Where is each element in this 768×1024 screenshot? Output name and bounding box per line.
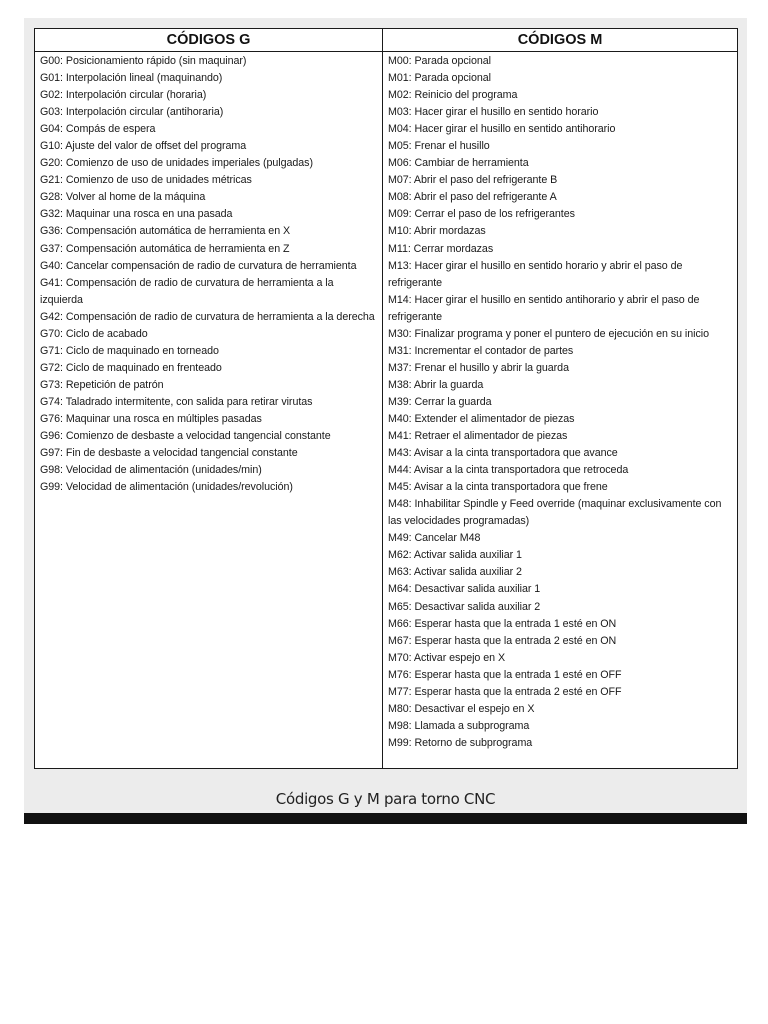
m-code-entry: M07: Abrir el paso del refrigerante B: [388, 174, 558, 187]
header-g-codes: CÓDIGOS G: [35, 29, 383, 52]
g-code-entry: G00: Posicionamiento rápido (sin maquinar): [40, 55, 247, 67]
g-code-entry: G42: Compensación de radio de curvatura de herramienta a la derecha: [40, 310, 375, 323]
m-code-entry: M05: Frenar el husillo: [388, 140, 490, 153]
m-code-entry: M99: Retorno de subprograma: [388, 736, 533, 749]
bottom-bar: [24, 813, 747, 824]
g-code-entry: G74: Taladrado intermitente, con salida para retirar virutas: [40, 395, 313, 408]
m-code-entry: M06: Cambiar de herramienta: [388, 157, 529, 170]
m-code-entry: M11: Cerrar mordazas: [388, 242, 494, 255]
m-code-entry: M64: Desactivar salida auxiliar 1: [388, 583, 541, 596]
table-body-row: [35, 52, 738, 769]
m-code-entry: M14: Hacer girar el husillo en sentido antihorario y abrir el paso de refrigerante: [388, 293, 700, 323]
m-code-entry: M48: Inhabilitar Spindle y Feed override (maquinar exclusivamente con las velocidades programadas): [388, 498, 722, 528]
m-code-entry: M45: Avisar a la cinta transportadora que frene: [388, 481, 608, 494]
m-code-entry: M39: Cerrar la guarda: [388, 395, 492, 408]
m-code-entry: M63: Activar salida auxiliar 2: [388, 566, 522, 579]
m-code-entry: M13: Hacer girar el husillo en sentido horario y abrir el paso de refrigerante: [388, 259, 683, 289]
m-code-entry: M70: Activar espejo en X: [388, 651, 506, 664]
m-code-entry: M38: Abrir la guarda: [388, 378, 484, 391]
g-codes-column: [35, 52, 383, 769]
g-code-entry: G70: Ciclo de acabado: [40, 327, 148, 340]
m-code-entry: M66: Esperar hasta que la entrada 1 esté en ON: [388, 617, 617, 630]
m-code-entry: M49: Cancelar M48: [388, 532, 481, 545]
m-code-entry: M80: Desactivar el espejo en X: [388, 702, 535, 715]
m-code-entry: M65: Desactivar salida auxiliar 2: [388, 600, 541, 613]
g-code-entry: G04: Compás de espera: [40, 123, 156, 136]
m-code-entry: M01: Parada opcional: [388, 72, 491, 85]
g-code-entry: G96: Comienzo de desbaste a velocidad tangencial constante: [40, 430, 331, 443]
g-code-entry: G32: Maquinar una rosca en una pasada: [40, 208, 233, 221]
m-code-entry: M37: Frenar el husillo y abrir la guarda: [388, 361, 569, 374]
m-code-entry: M09: Cerrar el paso de los refrigerantes: [388, 208, 575, 221]
m-code-entry: M31: Incrementar el contador de partes: [388, 344, 574, 357]
m-code-entry: M04: Hacer girar el husillo en sentido antihorario: [388, 123, 616, 136]
m-codes-column: [383, 52, 738, 769]
m-code-entry: M02: Reinicio del programa: [388, 89, 518, 102]
m-code-entry: M03: Hacer girar el husillo en sentido horario: [388, 106, 599, 119]
g-code-entry: G99: Velocidad de alimentación (unidades/revolución): [40, 481, 293, 494]
m-code-entry: M40: Extender el alimentador de piezas: [388, 412, 575, 425]
m-code-entry: M43: Avisar a la cinta transportadora que avance: [388, 447, 618, 460]
g-code-entry: G71: Ciclo de maquinado en torneado: [40, 344, 219, 357]
g-code-entry: G10: Ajuste del valor de offset del programa: [40, 140, 247, 153]
m-code-entry: M08: Abrir el paso del refrigerante A: [388, 191, 557, 204]
g-code-entry: G37: Compensación automática de herramienta en Z: [40, 242, 290, 255]
figure-caption: Códigos G y M para torno CNC: [275, 790, 496, 808]
g-code-entry: G36: Compensación automática de herramienta en X: [40, 225, 291, 238]
codes-table: [34, 28, 738, 769]
m-code-entry: M67: Esperar hasta que la entrada 2 esté en ON: [388, 634, 617, 647]
m-code-entry: M41: Retraer el alimentador de piezas: [388, 430, 568, 443]
m-code-entry: M00: Parada opcional: [388, 55, 491, 67]
g-code-entry: G72: Ciclo de maquinado en frenteado: [40, 361, 222, 374]
m-code-entry: M76: Esperar hasta que la entrada 1 esté en OFF: [388, 668, 622, 681]
g-code-entry: G21: Comienzo de uso de unidades métricas: [40, 174, 252, 187]
g-code-entry: G73: Repetición de patrón: [40, 378, 164, 391]
m-code-entry: M98: Llamada a subprograma: [388, 719, 530, 732]
g-code-entry: G01: Interpolación lineal (maquinando): [40, 72, 223, 85]
table-header-row: [35, 29, 738, 52]
g-code-entry: G76: Maquinar una rosca en múltiples pasadas: [40, 412, 262, 425]
g-code-entry: G20: Comienzo de uso de unidades imperiales (pulgadas): [40, 157, 313, 170]
m-code-entry: M10: Abrir mordazas: [388, 225, 486, 238]
m-code-entry: M30: Finalizar programa y poner el puntero de ejecución en su inicio: [388, 327, 709, 340]
m-code-entry: M44: Avisar a la cinta transportadora que retroceda: [388, 464, 629, 477]
header-m-codes: CÓDIGOS M: [383, 29, 738, 52]
g-code-entry: G97: Fin de desbaste a velocidad tangencial constante: [40, 447, 298, 460]
g-code-entry: G98: Velocidad de alimentación (unidades/min): [40, 464, 262, 477]
m-code-entry: M77: Esperar hasta que la entrada 2 esté en OFF: [388, 685, 622, 698]
g-code-entry: G41: Compensación de radio de curvatura de herramienta a la izquierda: [40, 276, 334, 306]
g-code-entry: G40: Cancelar compensación de radio de curvatura de herramienta: [40, 259, 357, 272]
g-code-entry: G28: Volver al home de la máquina: [40, 191, 206, 204]
m-code-entry: M62: Activar salida auxiliar 1: [388, 549, 522, 562]
g-code-entry: G03: Interpolación circular (antihoraria): [40, 106, 224, 119]
g-code-entry: G02: Interpolación circular (horaria): [40, 89, 207, 102]
